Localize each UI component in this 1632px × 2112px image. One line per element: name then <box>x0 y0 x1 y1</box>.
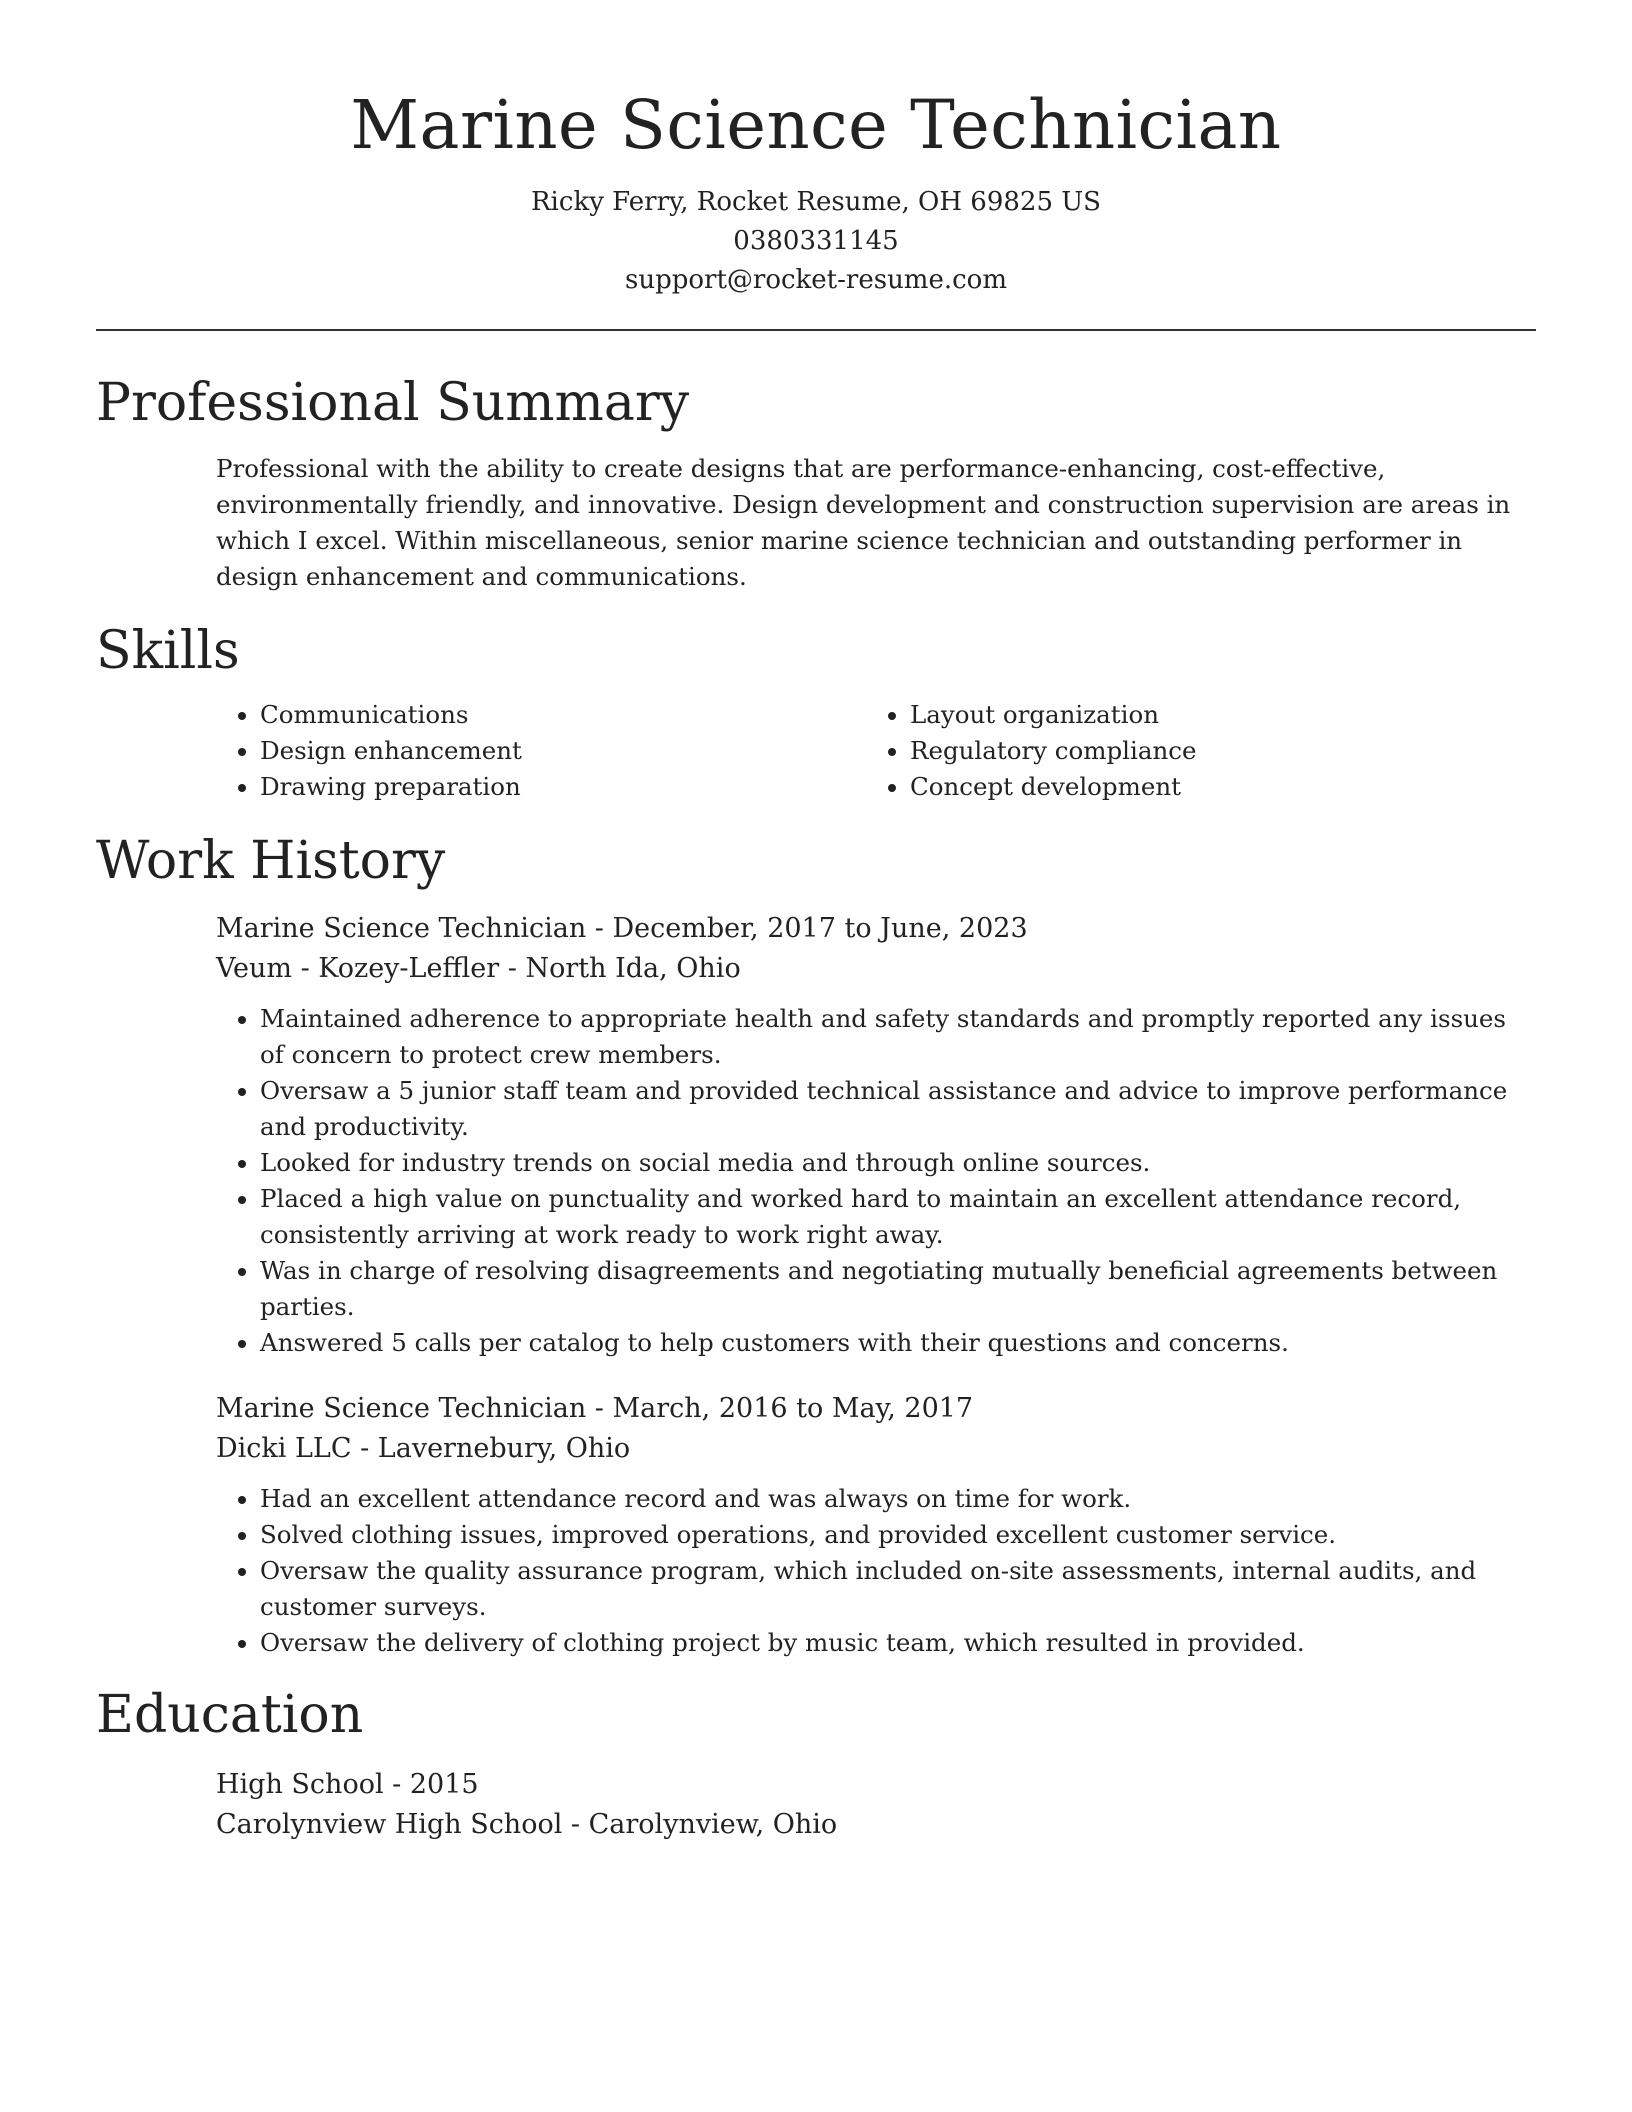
contact-phone: 0380331145 <box>733 226 899 256</box>
skills-list-right <box>866 697 1516 805</box>
skills-list-left <box>216 697 866 805</box>
summary-heading: Professional Summary <box>96 373 690 433</box>
job-entry <box>216 1389 1536 1661</box>
job-bullet: • Solved clothing issues, improved operations, and provided excellent customer service. <box>260 1517 1536 1553</box>
job-bullet: • Answered 5 calls per catalog to help customers with their questions and concerns. <box>260 1325 1536 1361</box>
skill-item: • Layout organization <box>910 697 1516 733</box>
skill-item: • Concept development <box>910 769 1516 805</box>
job-dates: - December, 2017 to June, 2023 <box>586 913 1028 944</box>
job-role: Marine Science Technician <box>216 1393 587 1424</box>
resume-page <box>96 0 1536 1845</box>
job-role: Marine Science Technician <box>216 913 587 944</box>
job-company-line: Veum - Kozey-Leffler - North Ida, Ohio <box>216 953 741 984</box>
skill-item: • Design enhancement <box>260 733 866 769</box>
job-bullet-list <box>216 1001 1536 1361</box>
education-heading: Education <box>96 1685 364 1745</box>
job-dates: - March, 2016 to May, 2017 <box>586 1393 974 1424</box>
skill-item: • Communications <box>260 697 866 733</box>
contact-address: Ricky Ferry, Rocket Resume, OH 69825 US <box>530 187 1101 217</box>
job-bullet-list <box>216 1481 1536 1661</box>
job-bullet: • Oversaw the quality assurance program, which included on-site assessments, internal audits, and customer surveys. <box>260 1553 1536 1625</box>
job-entry <box>216 909 1536 1361</box>
skill-item: • Regulatory compliance <box>910 733 1516 769</box>
job-bullet: • Oversaw a 5 junior staff team and provided technical assistance and advice to improve performance and productivity. <box>260 1073 1536 1145</box>
job-title-line <box>216 1389 1536 1429</box>
job-bullet: • Oversaw the delivery of clothing project by music team, which resulted in provided. <box>260 1625 1536 1661</box>
header-divider <box>96 329 1536 331</box>
contact-email: support@rocket-resume.com <box>624 265 1007 295</box>
job-company-line: Dicki LLC - Lavernebury, Ohio <box>216 1433 631 1464</box>
resume-name: Marine Science Technician <box>350 86 1282 164</box>
skill-item: • Drawing preparation <box>260 769 866 805</box>
job-title-line <box>216 909 1536 949</box>
work-history-heading: Work History <box>96 831 446 891</box>
skills-heading: Skills <box>96 621 240 681</box>
job-bullet: • Looked for industry trends on social media and through online sources. <box>260 1145 1536 1181</box>
summary-text: Professional with the ability to create designs that are performance-enhancing, cost-effective, environmentally friendly, and innovative. Design development and construction supervision are areas in which I excel. Within miscellaneous, senior marine science technician and outstanding performer in design enhancement and communications. <box>216 454 1511 591</box>
skills-grid <box>216 697 1536 805</box>
contact-block <box>96 183 1536 300</box>
job-bullet: • Placed a high value on punctuality and worked hard to maintain an excellent attendance record, consistently arriving at work ready to work right away. <box>260 1181 1536 1253</box>
education-school: Carolynview High School - Carolynview, Ohio <box>216 1809 838 1840</box>
education-degree: High School - 2015 <box>216 1769 479 1800</box>
job-bullet: • Was in charge of resolving disagreements and negotiating mutually beneficial agreements between parties. <box>260 1253 1536 1325</box>
education-entry <box>216 1765 1536 1845</box>
job-bullet: • Maintained adherence to appropriate health and safety standards and promptly reported any issues of concern to protect crew members. <box>260 1001 1536 1073</box>
job-bullet: • Had an excellent attendance record and was always on time for work. <box>260 1481 1536 1517</box>
